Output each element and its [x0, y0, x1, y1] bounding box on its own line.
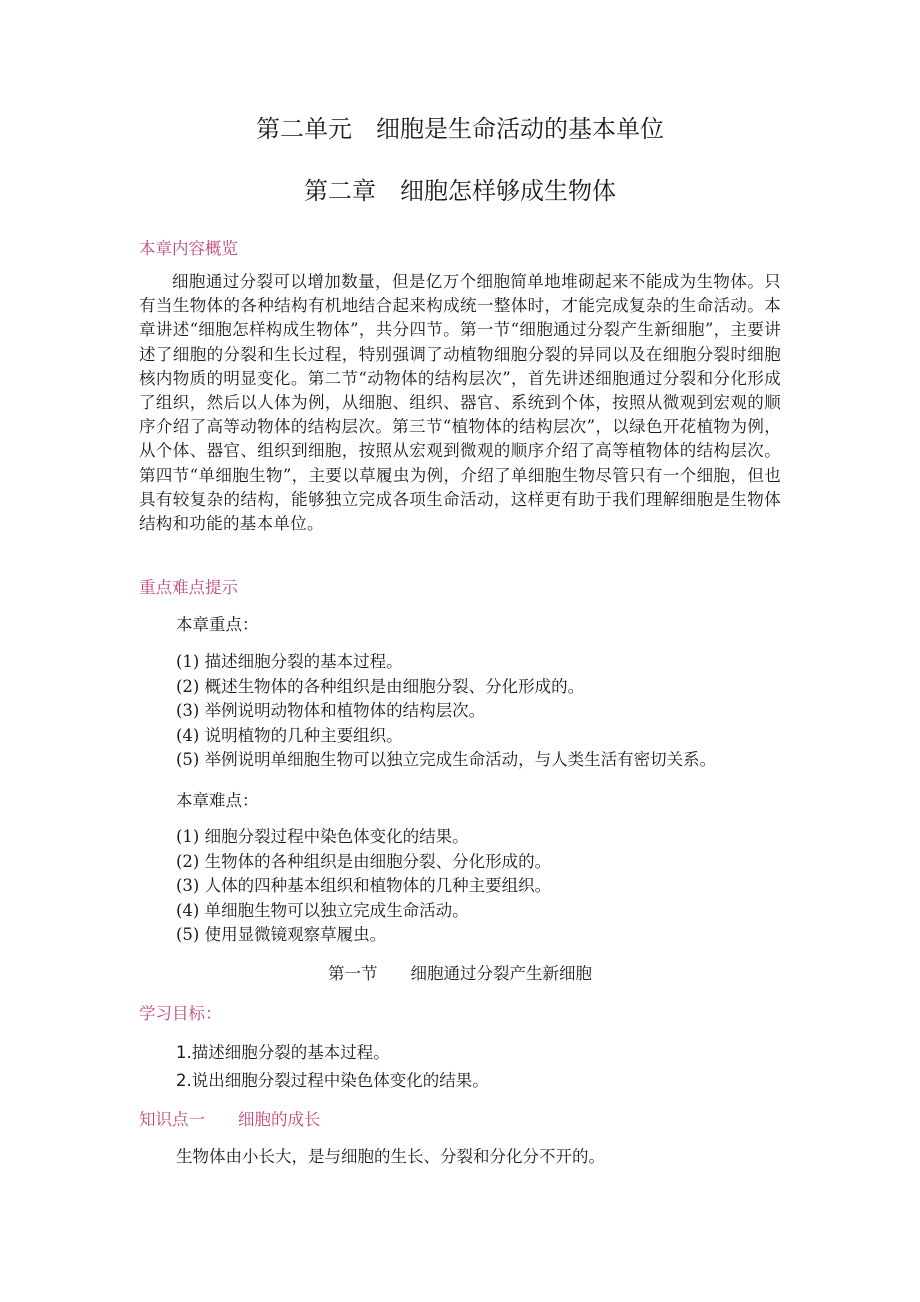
overview-paragraph: 细胞通过分裂可以增加数量，但是亿万个细胞简单地堆砌起来不能成为生物体。只有当生物体的各种结构有机地结合起来构成统一整体时，才能完成复杂的生命活动。本章讲述“细胞怎样构成生物体”，共分四节。第一节“细胞通过分裂产生新细胞”，主要讲述了细胞的分裂和生长过程，特别强调了动植物细胞分裂的异同以及在细胞分裂时细胞核内物质的明显变化。第二节“动物体的结构层次”，首先讲述细胞通过分裂和分化形成了组织，然后以人体为例，从细胞、组织、器官、系统到个体，按照从微观到宏观的顺序介绍了高等动物体的结构层次。第三节“植物体的结构层次”，以绿色开花植物为例，从个体、器官、组织到细胞，按照从宏观到微观的顺序介绍了高等植物体的结构层次。第四节“单细胞生物”，主要以草履虫为例，介绍了单细胞生物尽管只有一个细胞，但也具有较复杂的结构，能够独立完成各项生命活动，这样更有助于我们理解细胞是生物体结构和功能的基本单位。	[139, 272, 781, 534]
focus-item: (4) 说明植物的几种主要组织。	[176, 725, 403, 745]
difficulty-item: (1) 细胞分裂过程中染色体变化的结果。	[176, 827, 469, 846]
difficulty-item: (3) 人体的四种基本组织和植物体的几种主要组织。	[176, 876, 552, 895]
difficulty-item: (5) 使用显微镜观察草履虫。	[176, 925, 387, 944]
goal-item: 2.说出细胞分裂过程中染色体变化的结果。	[176, 1071, 489, 1090]
difficulty-list	[176, 825, 551, 948]
focus-label: 本章重点：	[176, 615, 259, 634]
unit-title: 第二单元 细胞是生命活动的基本单位	[256, 115, 664, 143]
section-title: 第一节 细胞通过分裂产生新细胞	[328, 964, 592, 983]
difficulty-item: (2) 生物体的各种组织是由细胞分裂、分化形成的。	[176, 851, 552, 871]
focus-item: (3) 举例说明动物体和植物体的结构层次。	[176, 701, 486, 720]
focus-item: (1) 描述细胞分裂的基本过程。	[176, 652, 403, 671]
overview-heading: 本章内容概览	[139, 239, 238, 258]
key-points-heading: 重点难点提示	[139, 578, 238, 597]
goals-list	[176, 1039, 489, 1095]
goal-item: 1.描述细胞分裂的基本过程。	[176, 1043, 390, 1062]
difficulty-item: (4) 单细胞生物可以独立完成生命活动。	[176, 900, 469, 920]
focus-item: (5) 举例说明单细胞生物可以独立完成生命活动，与人类生活有密切关系。	[176, 750, 717, 769]
knowledge-point-heading: 知识点一 细胞的成长	[139, 1110, 321, 1129]
knowledge-point-text: 生物体由小长大，是与细胞的生长、分裂和分化分不开的。	[176, 1147, 605, 1166]
focus-item: (2) 概述生物体的各种组织是由细胞分裂、分化形成的。	[176, 676, 585, 696]
chapter-title: 第二章 细胞怎样够成生物体	[304, 177, 616, 205]
difficulty-label: 本章难点：	[176, 791, 259, 810]
focus-list	[176, 650, 716, 773]
goals-heading: 学习目标：	[139, 1004, 222, 1023]
